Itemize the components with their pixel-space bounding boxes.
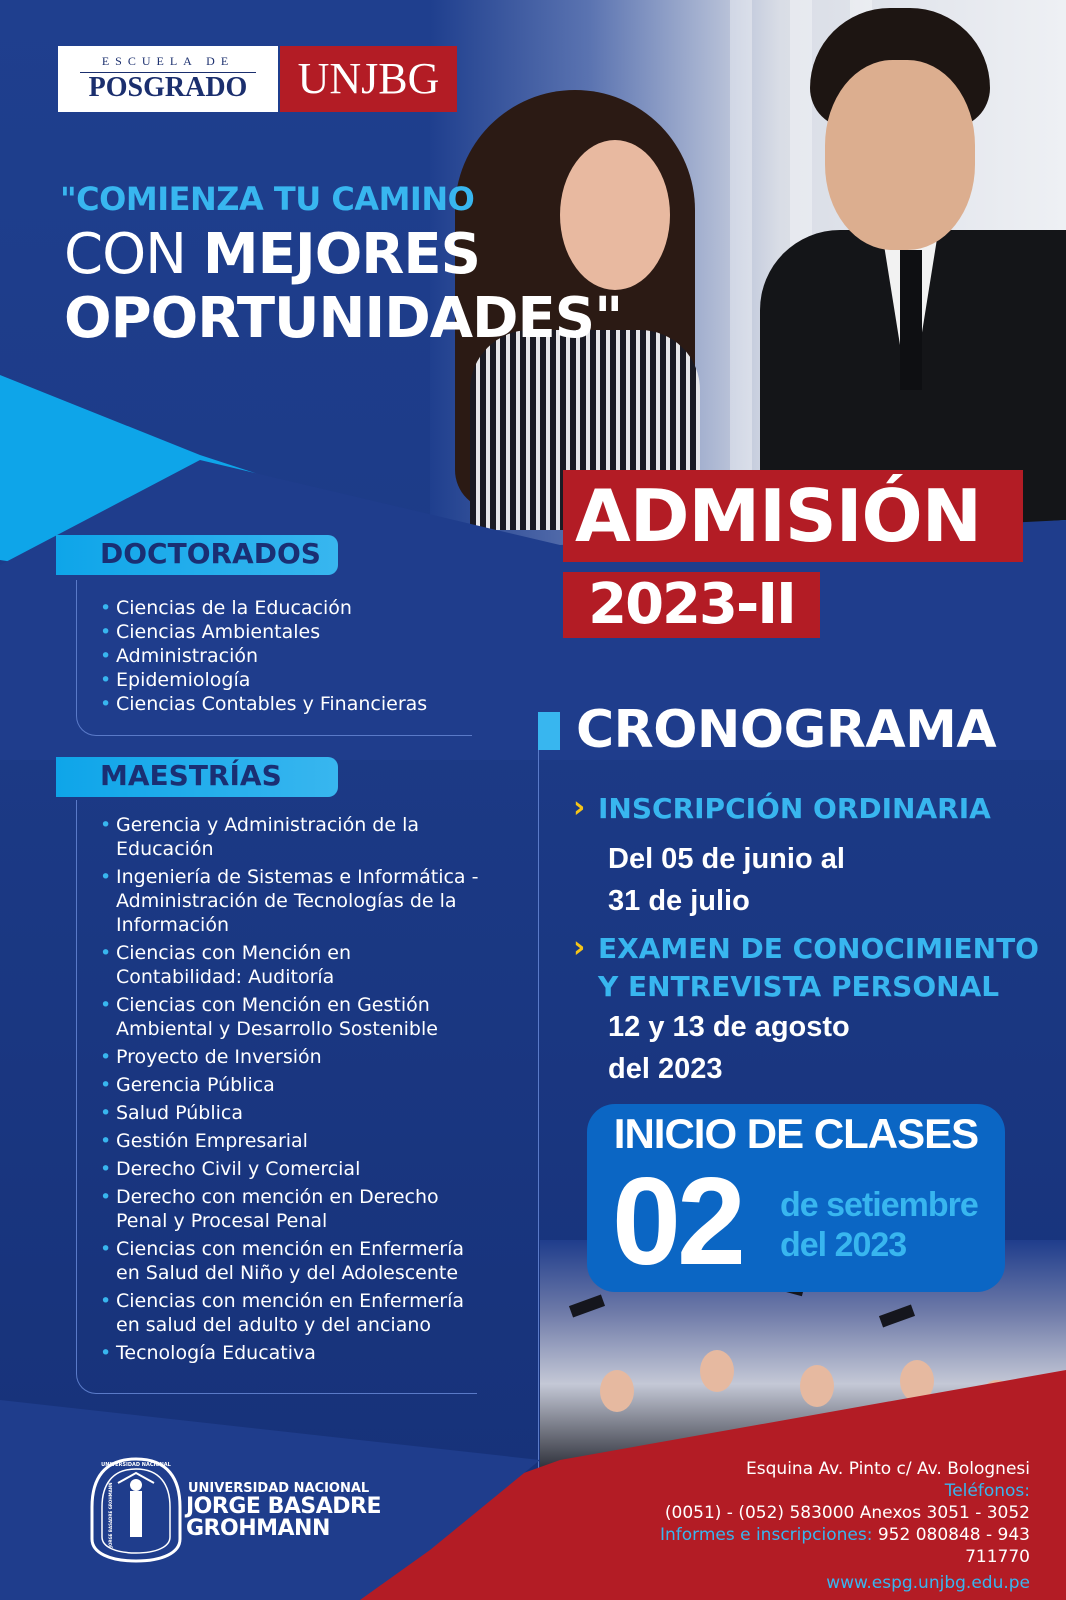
maestria-item: • Derecho Civil y Comercial <box>100 1157 480 1181</box>
logo-posgrado: POSGRADO <box>88 72 248 103</box>
university-seal <box>88 1455 184 1565</box>
doctorado-item: • Ciencias Contables y Financieras <box>100 692 427 716</box>
maestrias-list <box>100 813 480 1369</box>
inicio-clases-day: 02 <box>612 1153 742 1291</box>
university-name-line-3: GROHMANN <box>186 1516 330 1541</box>
inscripcion-date-2: 31 de julio <box>608 885 750 917</box>
man-tie <box>900 250 922 390</box>
logo-escuela: ESCUELA DE <box>101 54 235 68</box>
maestria-item: • Gerencia y Administración de la Educación <box>100 813 480 861</box>
chevron-right-icon: › <box>573 930 586 965</box>
university-name-line-2: JORGE BASADRE <box>186 1494 381 1519</box>
seal-bottom-text: TACNA <box>126 1554 146 1560</box>
doctorados-title: DOCTORADOS <box>100 537 321 570</box>
woman-face <box>560 140 670 290</box>
man-face <box>825 60 975 250</box>
phones: (0051) - (052) 583000 Anexos 3051 - 3052 <box>664 1503 1030 1523</box>
doctorado-item: • Ciencias Ambientales <box>100 620 427 644</box>
inicio-clases-month-text: de setiembre <box>780 1186 978 1224</box>
cronograma-title: CRONOGRAMA <box>576 700 997 760</box>
seal-figure <box>130 1491 142 1537</box>
examen-date-2: del 2023 <box>608 1053 723 1085</box>
doctorados-list <box>100 596 427 716</box>
maestria-item: • Derecho con mención en Derecho Penal y Procesal Penal <box>100 1185 480 1233</box>
examen-heading-1: EXAMEN DE CONOCIMIENTO <box>598 932 1039 965</box>
phones-label: Teléfonos: <box>944 1481 1030 1501</box>
cronograma-line <box>538 712 539 1472</box>
maestria-item: • Tecnología Educativa <box>100 1341 480 1365</box>
inicio-clases-year-text: del 2023 <box>780 1226 907 1264</box>
address: Esquina Av. Pinto c/ Av. Bolognesi <box>746 1459 1030 1479</box>
admision-title: ADMISIÓN <box>574 474 982 558</box>
seal-side-text: JORGE BASADRE GROHMANN <box>108 1482 113 1548</box>
slogan-line-2-bold: MEJORES <box>202 222 481 287</box>
inicio-clases-month <box>780 1185 978 1265</box>
maestria-item: • Ingeniería de Sistemas e Informática - Administración de Tecnologías de la Información <box>100 865 480 937</box>
informes-phones: 952 080848 - 943 711770 <box>877 1525 1030 1567</box>
cronograma-marker <box>538 712 560 750</box>
slogan-line-2 <box>64 222 480 287</box>
maestrias-title: MAESTRÍAS <box>100 759 282 792</box>
maestria-item: • Ciencias con mención en Enfermería en Salud del Niño y del Adolescente <box>100 1237 480 1285</box>
slogan-line-1: "COMIENZA TU CAMINO <box>60 180 475 218</box>
logo-unjbg: UNJBG <box>297 54 440 103</box>
doctorado-item: • Epidemiología <box>100 668 427 692</box>
maestria-item: • Proyecto de Inversión <box>100 1045 480 1069</box>
admision-period: 2023-II <box>588 572 795 637</box>
slogan-line-3: OPORTUNIDADES" <box>64 286 623 351</box>
inscripcion-date-1: Del 05 de junio al <box>608 843 845 875</box>
slogan-line-2-prefix: CON <box>64 222 203 287</box>
examen-heading-2: Y ENTREVISTA PERSONAL <box>598 970 1000 1003</box>
maestria-item: • Salud Pública <box>100 1101 480 1125</box>
maestria-item: • Ciencias con Mención en Gestión Ambiental y Desarrollo Sostenible <box>100 993 480 1041</box>
maestria-item: • Gerencia Pública <box>100 1073 480 1097</box>
examen-date-1: 12 y 13 de agosto <box>608 1011 850 1043</box>
contact-block <box>600 1458 1030 1594</box>
inicio-clases-title: INICIO DE CLASES <box>613 1110 979 1157</box>
informes-label: Informes e inscripciones: <box>659 1525 873 1545</box>
chevron-right-icon: › <box>573 790 586 825</box>
website-link[interactable]: www.espg.unjbg.edu.pe <box>826 1573 1030 1593</box>
university-name-line-1: UNIVERSIDAD NACIONAL <box>188 1481 370 1496</box>
university-name <box>186 1496 381 1540</box>
doctorado-item: • Administración <box>100 644 427 668</box>
seal-head <box>130 1479 142 1491</box>
inscripcion-heading: INSCRIPCIÓN ORDINARIA <box>598 792 991 825</box>
maestria-item: • Gestión Empresarial <box>100 1129 480 1153</box>
maestria-item: • Ciencias con mención en Enfermería en salud del adulto y del anciano <box>100 1289 480 1337</box>
informes-row <box>600 1524 1030 1568</box>
doctorado-item: • Ciencias de la Educación <box>100 596 427 620</box>
maestria-item: • Ciencias con Mención en Contabilidad: Auditoría <box>100 941 480 989</box>
seal-top-text: UNIVERSIDAD NACIONAL <box>101 1462 171 1468</box>
